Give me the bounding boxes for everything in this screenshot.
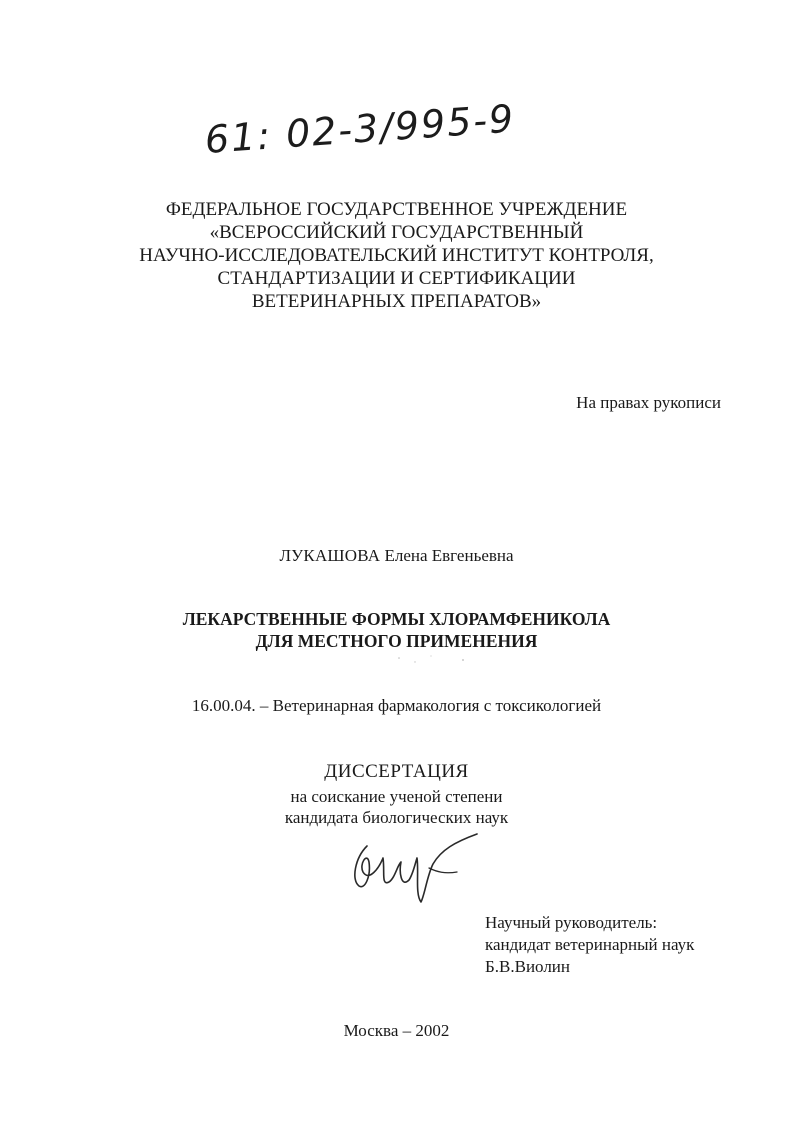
- institution-line: ФЕДЕРАЛЬНОЕ ГОСУДАРСТВЕННОЕ УЧРЕЖДЕНИЕ: [165, 199, 628, 220]
- advisor-label: Научный руководитель:: [485, 913, 658, 932]
- institution-line: ВЕТЕРИНАРНЫХ ПРЕПАРАТОВ»: [251, 291, 542, 312]
- institution-line: «ВСЕРОССИЙСКИЙ ГОСУДАРСТВЕННЫЙ: [209, 222, 584, 243]
- title-line: ЛЕКАРСТВЕННЫЕ ФОРМЫ ХЛОРАМФЕНИКОЛА: [182, 609, 611, 629]
- author-name: [0, 546, 793, 566]
- specialty-name: Ветеринарная фармакология с токсикологией: [272, 696, 602, 715]
- scientific-advisor: [485, 912, 694, 978]
- author-surname: ЛУКАШОВА: [279, 546, 381, 565]
- title-line: ДЛЯ МЕСТНОГО ПРИМЕНЕНИЯ: [255, 631, 538, 651]
- scan-speckle: [395, 648, 485, 668]
- specialty-line: [0, 696, 793, 716]
- author-given-names: Елена Евгеньевна: [384, 546, 514, 565]
- institution-block: [0, 198, 793, 313]
- advisor-name: Б.В.Виолин: [485, 957, 570, 976]
- institution-line: НАУЧНО-ИССЛЕДОВАТЕЛЬСКИЙ ИНСТИТУТ КОНТРОЛЯ,: [139, 245, 654, 266]
- archive-code-handwritten: 61: 02-3/995-9: [203, 96, 517, 162]
- dissertation-degree: [0, 786, 793, 828]
- dissertation-heading: ДИССЕРТАЦИЯ: [324, 761, 469, 782]
- degree-line: кандидата биологических наук: [284, 808, 509, 827]
- manuscript-note: На правах рукописи: [576, 393, 721, 412]
- specialty-code: 16.00.04.: [191, 696, 256, 715]
- advisor-degree: кандидат ветеринарный наук: [485, 935, 695, 954]
- city-year: Москва – 2002: [343, 1021, 450, 1040]
- handwritten-signature: [345, 828, 495, 908]
- institution-line: СТАНДАРТИЗАЦИИ И СЕРТИФИКАЦИИ: [217, 268, 576, 289]
- dissertation-title: [0, 608, 793, 652]
- degree-line: на соискание ученой степени: [290, 787, 503, 806]
- specialty-dash: –: [259, 696, 269, 715]
